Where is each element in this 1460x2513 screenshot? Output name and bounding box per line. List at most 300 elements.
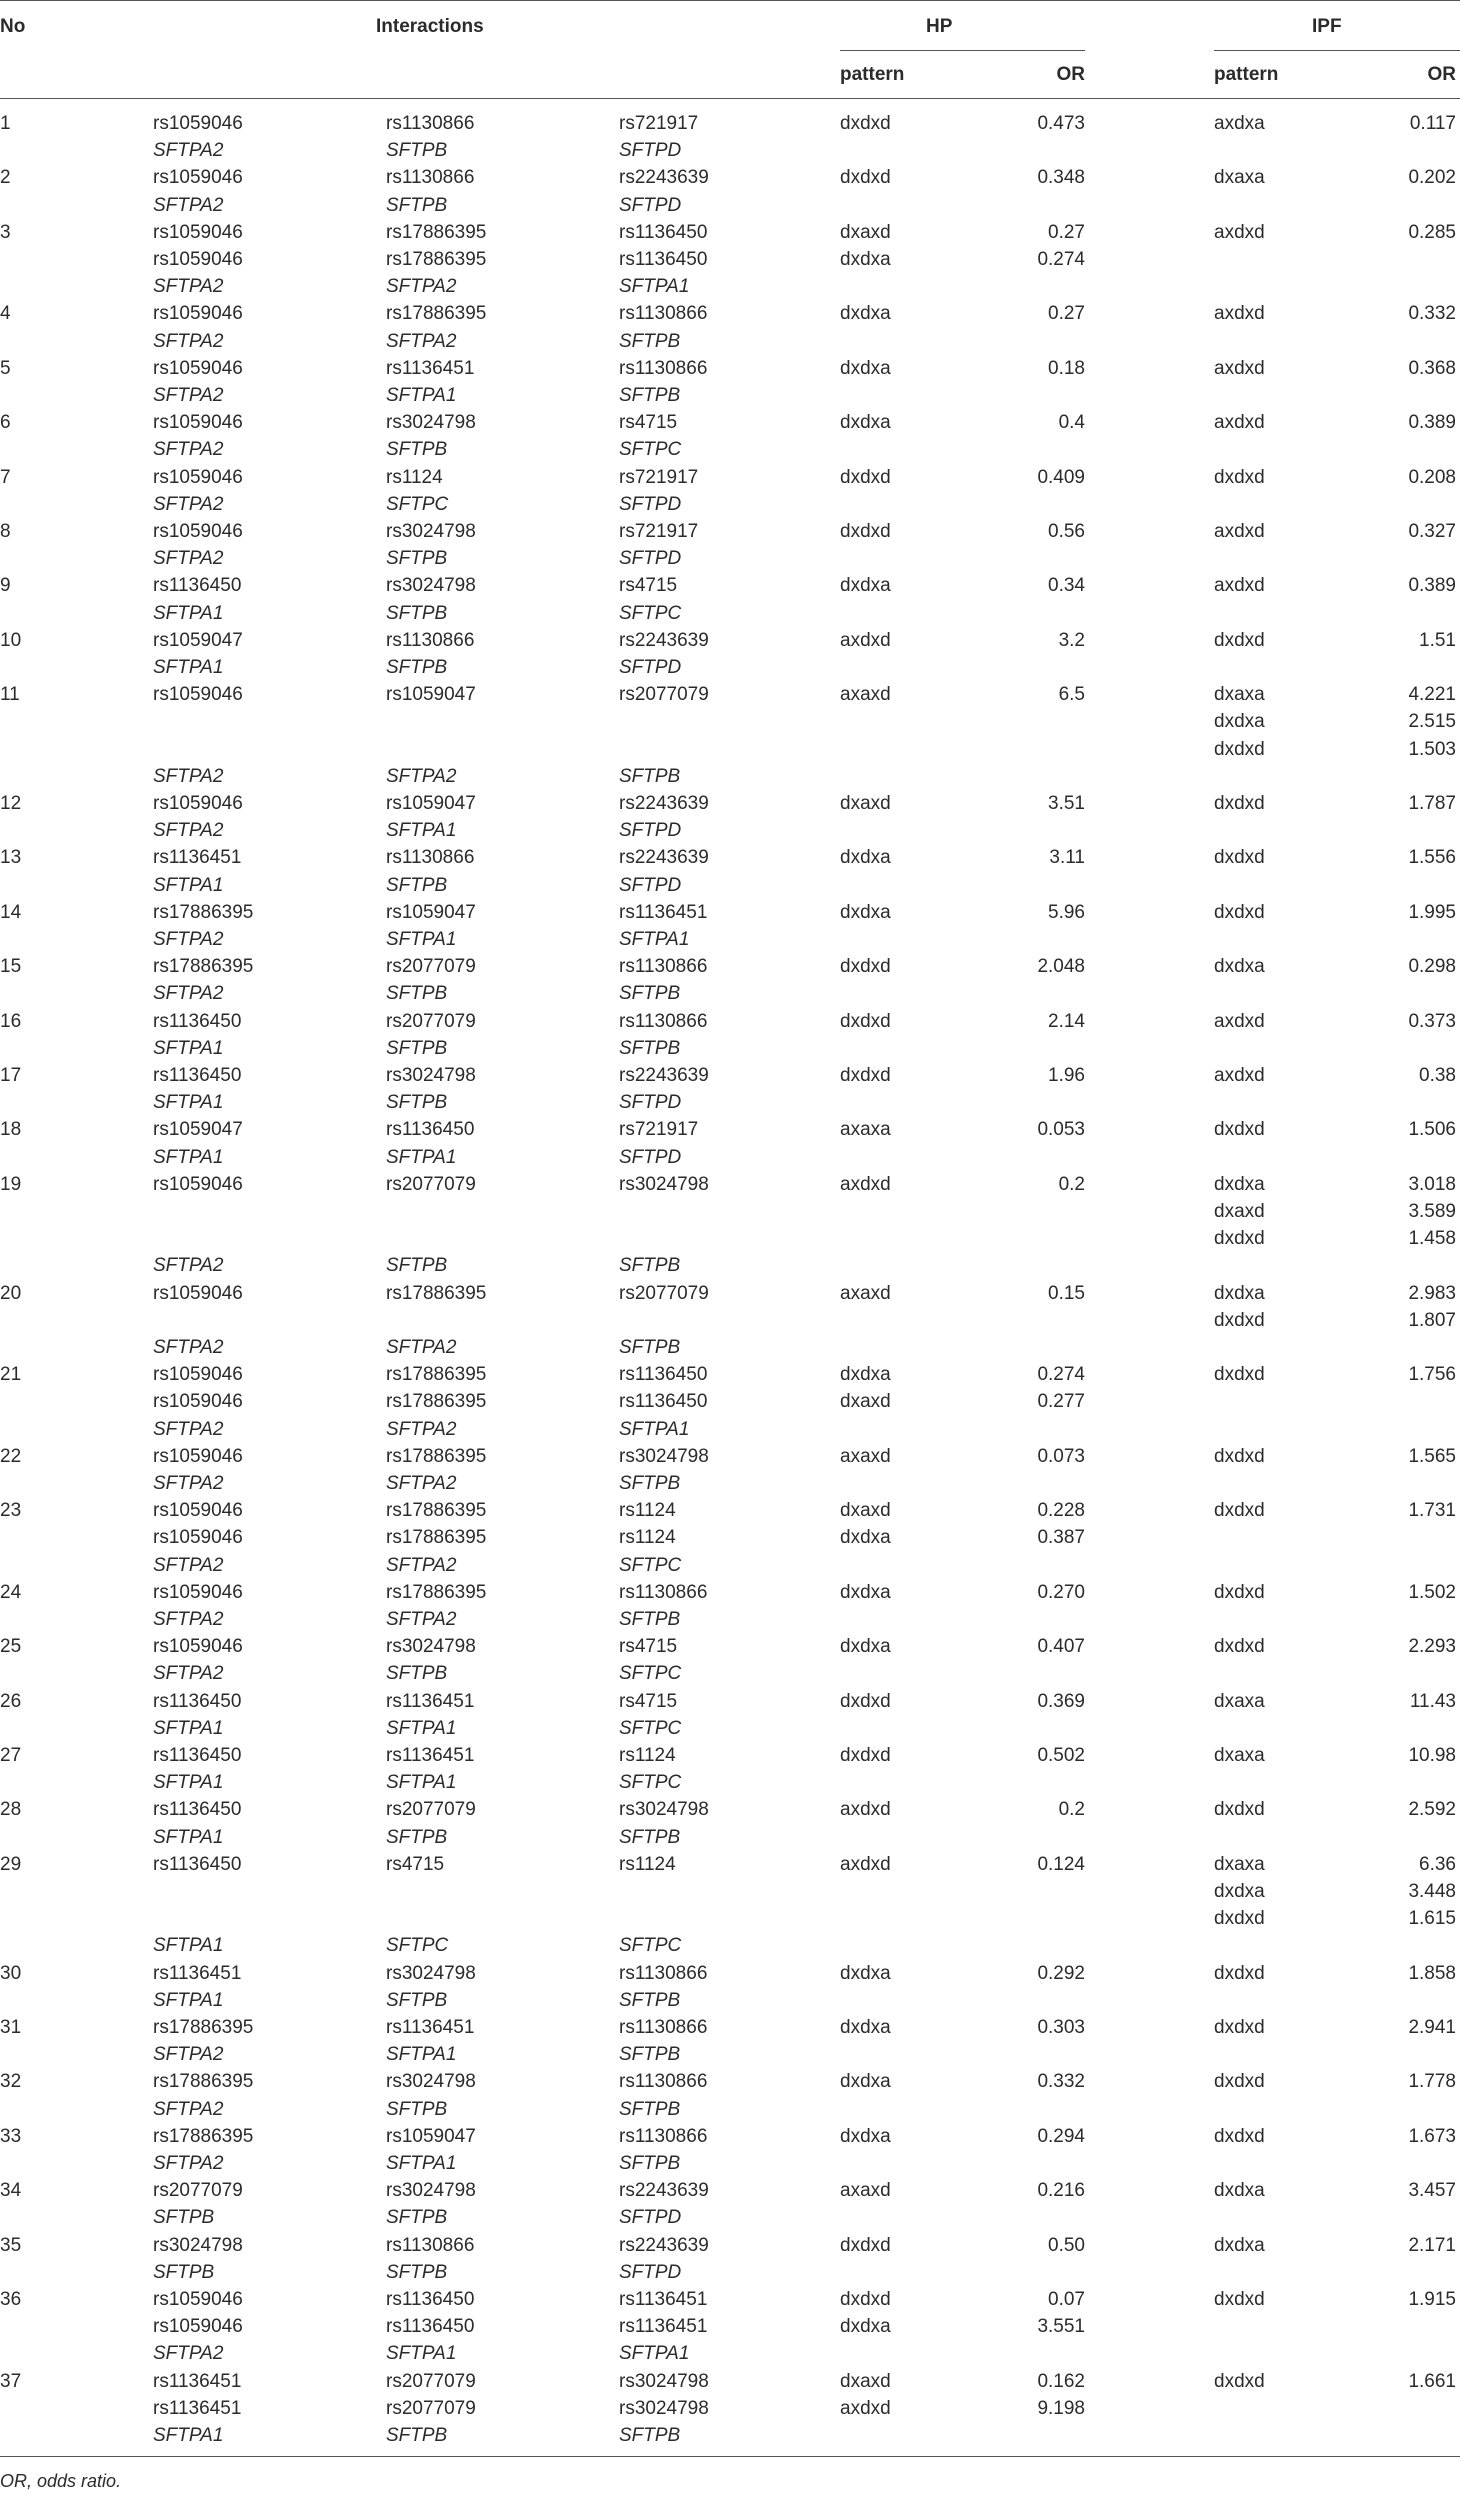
ipf-pattern: dxdxa bbox=[1214, 1173, 1265, 1195]
snp-label: rs3024798 bbox=[619, 2370, 709, 2392]
gene-label: SFTPA1 bbox=[153, 1092, 224, 1114]
hp-pattern: dxaxd bbox=[840, 1500, 891, 1522]
snp-label: rs1130866 bbox=[619, 303, 708, 325]
hp-odds-ratio: 2.14 bbox=[1048, 1010, 1085, 1032]
ipf-odds-ratio: 10.98 bbox=[1408, 1745, 1456, 1766]
hp-odds-ratio: 0.124 bbox=[1037, 1853, 1085, 1875]
ipf-odds-ratio: 0.332 bbox=[1408, 303, 1456, 325]
ipf-odds-ratio: 1.458 bbox=[1408, 1228, 1456, 1250]
gene-label: SFTPB bbox=[386, 602, 448, 624]
hp-pattern: dxdxa bbox=[840, 357, 891, 379]
row-number: 15 bbox=[0, 956, 22, 978]
hp-pattern: dxaxd bbox=[840, 2370, 891, 2392]
gene-label: SFTPA1 bbox=[386, 2153, 457, 2174]
hp-odds-ratio: 0.369 bbox=[1037, 1690, 1085, 1712]
snp-label: rs1059046 bbox=[153, 1364, 243, 1386]
snp-label: rs1059047 bbox=[386, 793, 476, 814]
gene-label: SFTPD bbox=[619, 140, 682, 162]
gene-label: SFTPA1 bbox=[386, 2044, 457, 2066]
hp-odds-ratio: 0.216 bbox=[1037, 2180, 1085, 2202]
hp-odds-ratio: 0.387 bbox=[1037, 1527, 1085, 1549]
gene-label: SFTPB bbox=[619, 2098, 681, 2120]
snp-label: rs1130866 bbox=[619, 1010, 708, 1032]
gene-label: SFTPA2 bbox=[153, 493, 224, 515]
gene-label: SFTPA1 bbox=[386, 929, 457, 950]
snp-label: rs1059046 bbox=[153, 1282, 243, 1304]
ipf-odds-ratio: 1.502 bbox=[1408, 1581, 1456, 1603]
gene-label: SFTPB bbox=[386, 1037, 448, 1059]
hp-odds-ratio: 0.2 bbox=[1058, 1799, 1085, 1821]
gene-label: SFTPD bbox=[619, 548, 682, 570]
gene-label: SFTPD bbox=[619, 1146, 682, 1168]
gene-label: SFTPB bbox=[386, 2098, 448, 2120]
snp-label: rs1059046 bbox=[153, 2289, 243, 2310]
hp-pattern: axaxd bbox=[840, 1445, 891, 1467]
snp-label: rs4715 bbox=[619, 412, 678, 434]
gene-label: SFTPB bbox=[386, 1092, 448, 1114]
snp-label: rs17886395 bbox=[153, 2071, 254, 2093]
gene-label: SFTPB bbox=[619, 1826, 681, 1848]
snp-label: rs1059046 bbox=[153, 466, 243, 488]
snp-label: rs17886395 bbox=[153, 901, 254, 923]
ipf-odds-ratio: 1.915 bbox=[1408, 2289, 1456, 2310]
gene-label: SFTPA1 bbox=[386, 2343, 457, 2365]
snp-label: rs3024798 bbox=[386, 2180, 476, 2202]
snp-label: rs1124 bbox=[386, 466, 443, 488]
ipf-odds-ratio: 1.731 bbox=[1408, 1500, 1456, 1522]
ipf-pattern: dxdxd bbox=[1214, 1799, 1265, 1821]
hp-pattern: dxdxd bbox=[840, 956, 891, 978]
gene-label: SFTPC bbox=[619, 1935, 682, 1957]
ipf-odds-ratio: 3.448 bbox=[1408, 1881, 1456, 1902]
snp-label: rs2077079 bbox=[619, 1282, 709, 1304]
hp-odds-ratio: 0.348 bbox=[1037, 167, 1085, 189]
gene-label: SFTPB bbox=[386, 1663, 448, 1685]
ipf-pattern: dxdxd bbox=[1214, 629, 1265, 651]
gene-label: SFTPA1 bbox=[153, 657, 224, 678]
header-ipf-or: OR bbox=[1427, 64, 1456, 85]
gene-label: SFTPA2 bbox=[153, 929, 224, 950]
hp-odds-ratio: 0.27 bbox=[1048, 221, 1085, 243]
gene-label: SFTPA2 bbox=[153, 330, 224, 352]
hp-pattern: axdxd bbox=[840, 1799, 891, 1821]
gene-label: SFTPA1 bbox=[619, 276, 690, 298]
gene-label: SFTPB bbox=[619, 1609, 681, 1630]
ipf-odds-ratio: 1.995 bbox=[1408, 901, 1456, 923]
ipf-odds-ratio: 0.389 bbox=[1408, 412, 1456, 434]
snp-label: rs3024798 bbox=[153, 2234, 243, 2256]
gene-label: SFTPA2 bbox=[386, 1337, 457, 1358]
gene-label: SFTPD bbox=[619, 874, 682, 896]
snp-label: rs4715 bbox=[619, 575, 678, 597]
row-number: 4 bbox=[0, 303, 11, 325]
hp-odds-ratio: 0.473 bbox=[1037, 113, 1085, 134]
hp-pattern: dxdxd bbox=[840, 521, 891, 542]
hp-odds-ratio: 0.053 bbox=[1037, 1119, 1085, 1141]
row-number: 11 bbox=[0, 684, 20, 706]
gene-label: SFTPA1 bbox=[386, 820, 457, 842]
gene-label: SFTPA1 bbox=[153, 1772, 224, 1794]
ipf-odds-ratio: 2.515 bbox=[1408, 711, 1456, 733]
snp-label: rs17886395 bbox=[386, 1527, 487, 1549]
snp-label: rs1059046 bbox=[153, 1391, 243, 1413]
hp-odds-ratio: 9.198 bbox=[1037, 2397, 1085, 2419]
snp-label: rs1136450 bbox=[153, 1010, 242, 1032]
snp-label: rs721917 bbox=[619, 113, 699, 134]
header-top-rule bbox=[0, 0, 1460, 1]
hp-pattern: dxdxa bbox=[840, 901, 891, 923]
row-number: 29 bbox=[0, 1853, 22, 1875]
hp-odds-ratio: 0.274 bbox=[1037, 1364, 1085, 1386]
row-number: 28 bbox=[0, 1799, 22, 1821]
row-number: 19 bbox=[0, 1173, 22, 1195]
row-number: 18 bbox=[0, 1119, 22, 1141]
hp-pattern: dxdxd bbox=[840, 1690, 891, 1712]
ipf-pattern: dxdxd bbox=[1214, 901, 1265, 923]
gene-label: SFTPB bbox=[386, 2261, 448, 2283]
hp-odds-ratio: 0.50 bbox=[1048, 2234, 1085, 2256]
gene-label: SFTPA1 bbox=[386, 1146, 457, 1168]
snp-label: rs1059046 bbox=[153, 1581, 243, 1603]
hp-pattern: axdxd bbox=[840, 1173, 891, 1195]
row-number: 37 bbox=[0, 2370, 22, 2392]
row-number: 32 bbox=[0, 2071, 22, 2093]
snp-label: rs1136450 bbox=[386, 1119, 475, 1141]
row-number: 34 bbox=[0, 2180, 22, 2202]
hp-odds-ratio: 0.270 bbox=[1037, 1581, 1085, 1603]
ipf-pattern: axdxd bbox=[1214, 357, 1265, 379]
gene-label: SFTPA1 bbox=[153, 1037, 224, 1059]
gene-label: SFTPA1 bbox=[386, 385, 457, 406]
ipf-odds-ratio: 0.373 bbox=[1408, 1010, 1456, 1032]
gene-label: SFTPB bbox=[619, 1337, 681, 1358]
snp-label: rs17886395 bbox=[386, 1364, 487, 1386]
ipf-pattern: axdxd bbox=[1214, 575, 1265, 597]
snp-label: rs2077079 bbox=[386, 2397, 476, 2419]
hp-pattern: dxdxa bbox=[840, 847, 891, 869]
ipf-pattern: axdxd bbox=[1214, 1065, 1265, 1086]
snp-label: rs3024798 bbox=[386, 412, 476, 434]
row-number: 3 bbox=[0, 221, 11, 243]
hp-pattern: dxdxa bbox=[840, 2071, 891, 2093]
hp-odds-ratio: 3.2 bbox=[1058, 629, 1085, 651]
snp-label: rs2243639 bbox=[619, 847, 709, 869]
row-number: 24 bbox=[0, 1581, 22, 1603]
ipf-odds-ratio: 6.36 bbox=[1419, 1853, 1456, 1875]
snp-label: rs1136451 bbox=[619, 901, 708, 923]
ipf-pattern: dxdxd bbox=[1214, 738, 1265, 760]
snp-label: rs2243639 bbox=[619, 167, 709, 189]
gene-label: SFTPA2 bbox=[153, 140, 224, 162]
ipf-pattern: dxdxd bbox=[1214, 1228, 1265, 1250]
table-bottom-rule bbox=[0, 2456, 1460, 2457]
ipf-pattern: dxdxd bbox=[1214, 847, 1265, 869]
ipf-pattern: dxaxa bbox=[1214, 684, 1265, 706]
ipf-pattern: dxdxa bbox=[1214, 1282, 1265, 1304]
row-number: 36 bbox=[0, 2289, 22, 2310]
snp-label: rs2243639 bbox=[619, 629, 709, 651]
snp-label: rs4715 bbox=[619, 1636, 678, 1658]
snp-label: rs1059047 bbox=[153, 629, 243, 651]
row-number: 1 bbox=[0, 113, 11, 134]
snp-label: rs1059047 bbox=[386, 2125, 476, 2147]
ipf-odds-ratio: 2.941 bbox=[1408, 2017, 1456, 2038]
snp-label: rs1059046 bbox=[153, 1173, 243, 1195]
gene-label: SFTPB bbox=[386, 194, 448, 216]
row-number: 13 bbox=[0, 847, 22, 869]
ipf-pattern: axdxd bbox=[1214, 221, 1265, 243]
ipf-odds-ratio: 1.565 bbox=[1408, 1445, 1456, 1467]
gene-label: SFTPA2 bbox=[153, 194, 224, 216]
snp-label: rs1130866 bbox=[386, 2234, 475, 2256]
gene-label: SFTPA1 bbox=[153, 1989, 224, 2011]
snp-label: rs4715 bbox=[619, 1690, 678, 1712]
snp-label: rs1059046 bbox=[153, 1500, 243, 1522]
snp-label: rs1136451 bbox=[386, 1745, 475, 1766]
row-number: 5 bbox=[0, 357, 11, 379]
snp-label: rs3024798 bbox=[619, 1799, 709, 1821]
snp-label: rs3024798 bbox=[386, 1636, 476, 1658]
gene-label: SFTPD bbox=[619, 820, 682, 842]
row-number: 9 bbox=[0, 575, 11, 597]
hp-pattern: dxdxa bbox=[840, 2125, 891, 2147]
row-number: 25 bbox=[0, 1636, 22, 1658]
snp-label: rs1124 bbox=[619, 1500, 676, 1522]
ipf-odds-ratio: 1.807 bbox=[1408, 1309, 1456, 1331]
snp-label: rs1059046 bbox=[153, 249, 243, 270]
ipf-pattern: dxdxd bbox=[1214, 2289, 1265, 2310]
snp-label: rs2077079 bbox=[386, 1173, 476, 1195]
ipf-pattern: dxdxd bbox=[1214, 1500, 1265, 1522]
hp-odds-ratio: 0.277 bbox=[1037, 1391, 1085, 1413]
hp-pattern: axdxd bbox=[840, 1853, 891, 1875]
snp-label: rs1059046 bbox=[153, 793, 243, 814]
hp-pattern: dxdxa bbox=[840, 2316, 891, 2338]
ipf-pattern: dxaxa bbox=[1214, 1853, 1265, 1875]
ipf-pattern: dxdxa bbox=[1214, 711, 1265, 733]
gene-label: SFTPB bbox=[619, 765, 681, 787]
ipf-odds-ratio: 0.389 bbox=[1408, 575, 1456, 597]
snp-label: rs2243639 bbox=[619, 2180, 709, 2202]
ipf-odds-ratio: 0.117 bbox=[1409, 113, 1456, 134]
ipf-odds-ratio: 1.756 bbox=[1408, 1364, 1456, 1386]
gene-label: SFTPC bbox=[619, 1717, 682, 1739]
snp-label: rs1059046 bbox=[153, 412, 243, 434]
gene-label: SFTPB bbox=[619, 1255, 681, 1277]
ipf-odds-ratio: 11.43 bbox=[1409, 1690, 1456, 1712]
snp-label: rs17886395 bbox=[386, 1282, 487, 1304]
snp-label: rs1059046 bbox=[153, 221, 243, 243]
snp-label: rs1136451 bbox=[619, 2316, 708, 2338]
snp-label: rs3024798 bbox=[619, 1445, 709, 1467]
gene-label: SFTPD bbox=[619, 2207, 682, 2229]
header-interactions: Interactions bbox=[376, 16, 484, 37]
snp-label: rs17886395 bbox=[153, 2125, 254, 2147]
gene-label: SFTPB bbox=[386, 983, 448, 1005]
row-number: 35 bbox=[0, 2234, 22, 2256]
gene-label: SFTPB bbox=[619, 385, 681, 406]
snp-label: rs1136450 bbox=[619, 249, 708, 270]
snp-label: rs3024798 bbox=[386, 1065, 476, 1086]
snp-label: rs1059047 bbox=[386, 684, 476, 706]
hp-pattern: dxdxd bbox=[840, 167, 891, 189]
ipf-odds-ratio: 0.208 bbox=[1408, 466, 1456, 488]
ipf-pattern: dxdxa bbox=[1214, 956, 1265, 978]
ipf-odds-ratio: 1.778 bbox=[1408, 2071, 1456, 2093]
header-ipf-pattern: pattern bbox=[1214, 64, 1279, 85]
gene-label: SFTPA1 bbox=[619, 1418, 690, 1440]
gene-label: SFTPB bbox=[386, 1255, 448, 1277]
hp-group-rule bbox=[840, 50, 1085, 51]
snp-label: rs1136451 bbox=[153, 2370, 242, 2392]
snp-label: rs1130866 bbox=[619, 2071, 708, 2093]
ipf-odds-ratio: 1.787 bbox=[1408, 793, 1456, 814]
hp-odds-ratio: 3.51 bbox=[1048, 793, 1085, 814]
gene-label: SFTPB bbox=[386, 140, 448, 162]
ipf-odds-ratio: 0.285 bbox=[1408, 221, 1456, 243]
gene-label: SFTPA2 bbox=[153, 548, 224, 570]
ipf-pattern: dxdxd bbox=[1214, 2071, 1265, 2093]
snp-label: rs17886395 bbox=[386, 1581, 487, 1603]
gene-label: SFTPB bbox=[619, 983, 681, 1005]
ipf-odds-ratio: 2.171 bbox=[1408, 2234, 1456, 2256]
gene-label: SFTPB bbox=[386, 657, 448, 678]
hp-odds-ratio: 0.292 bbox=[1037, 1962, 1085, 1984]
ipf-pattern: dxdxd bbox=[1214, 1309, 1265, 1331]
ipf-pattern: dxaxd bbox=[1214, 1201, 1265, 1222]
snp-label: rs2243639 bbox=[619, 1065, 709, 1086]
ipf-pattern: axdxd bbox=[1214, 1010, 1265, 1032]
hp-pattern: dxaxd bbox=[840, 221, 891, 243]
gene-label: SFTPA1 bbox=[153, 1935, 224, 1957]
snp-label: rs3024798 bbox=[619, 2397, 709, 2419]
snp-label: rs1059046 bbox=[153, 521, 243, 542]
snp-label: rs1130866 bbox=[619, 357, 708, 379]
hp-pattern: dxdxa bbox=[840, 412, 891, 434]
ipf-pattern: dxdxd bbox=[1214, 1581, 1265, 1603]
gene-label: SFTPA2 bbox=[153, 385, 224, 406]
hp-pattern: dxaxd bbox=[840, 1391, 891, 1413]
snp-label: rs4715 bbox=[386, 1853, 445, 1875]
hp-odds-ratio: 0.294 bbox=[1037, 2125, 1085, 2147]
gene-label: SFTPA1 bbox=[619, 929, 690, 950]
gene-label: SFTPA2 bbox=[153, 2098, 224, 2120]
hp-pattern: dxdxa bbox=[840, 575, 891, 597]
gene-label: SFTPD bbox=[619, 194, 682, 216]
row-number: 7 bbox=[0, 466, 11, 488]
ipf-pattern: dxdxa bbox=[1214, 1881, 1265, 1902]
snp-label: rs1136450 bbox=[153, 1065, 242, 1086]
row-number: 30 bbox=[0, 1962, 22, 1984]
gene-label: SFTPA2 bbox=[153, 1554, 224, 1576]
ipf-odds-ratio: 3.018 bbox=[1408, 1173, 1456, 1195]
snp-label: rs17886395 bbox=[386, 1391, 487, 1413]
hp-pattern: dxdxa bbox=[840, 303, 891, 325]
gene-label: SFTPA2 bbox=[386, 765, 457, 787]
hp-odds-ratio: 3.11 bbox=[1049, 847, 1085, 869]
snp-label: rs1059046 bbox=[153, 167, 243, 189]
row-number: 26 bbox=[0, 1690, 22, 1712]
hp-odds-ratio: 0.2 bbox=[1058, 1173, 1085, 1195]
hp-pattern: dxdxd bbox=[840, 1065, 891, 1086]
header-hp-or: OR bbox=[1056, 64, 1085, 85]
hp-odds-ratio: 0.27 bbox=[1048, 303, 1085, 325]
snp-label: rs1059046 bbox=[153, 113, 243, 134]
snp-label: rs721917 bbox=[619, 1119, 699, 1141]
snp-label: rs1059047 bbox=[386, 901, 476, 923]
ipf-pattern: dxaxa bbox=[1214, 167, 1265, 189]
ipf-pattern: dxdxa bbox=[1214, 2180, 1265, 2202]
hp-pattern: dxdxa bbox=[840, 1581, 891, 1603]
gene-label: SFTPD bbox=[619, 657, 682, 678]
hp-pattern: dxdxa bbox=[840, 1636, 891, 1658]
snp-label: rs1124 bbox=[619, 1527, 676, 1549]
hp-odds-ratio: 0.407 bbox=[1037, 1636, 1085, 1658]
ipf-pattern: dxaxa bbox=[1214, 1745, 1265, 1766]
ipf-odds-ratio: 0.298 bbox=[1408, 956, 1456, 978]
row-number: 33 bbox=[0, 2125, 22, 2147]
gene-label: SFTPB bbox=[619, 1989, 681, 2011]
snp-label: rs1130866 bbox=[386, 629, 475, 651]
hp-odds-ratio: 0.07 bbox=[1048, 2289, 1085, 2310]
snp-label: rs1136451 bbox=[153, 1962, 242, 1984]
ipf-odds-ratio: 1.661 bbox=[1408, 2370, 1456, 2392]
gene-label: SFTPB bbox=[153, 2261, 215, 2283]
gene-label: SFTPD bbox=[619, 493, 682, 515]
hp-odds-ratio: 0.332 bbox=[1037, 2071, 1085, 2093]
gene-label: SFTPA2 bbox=[153, 1609, 224, 1630]
ipf-pattern: dxdxd bbox=[1214, 1364, 1265, 1386]
hp-odds-ratio: 0.56 bbox=[1048, 521, 1085, 542]
gene-label: SFTPB bbox=[619, 1473, 681, 1494]
snp-label: rs2077079 bbox=[386, 1010, 476, 1032]
row-number: 12 bbox=[0, 793, 22, 814]
snp-label: rs17886395 bbox=[386, 1500, 487, 1522]
hp-odds-ratio: 3.551 bbox=[1037, 2316, 1085, 2338]
ipf-pattern: dxaxa bbox=[1214, 1690, 1265, 1712]
ipf-odds-ratio: 3.589 bbox=[1408, 1201, 1456, 1222]
ipf-pattern: dxdxd bbox=[1214, 1445, 1265, 1467]
ipf-odds-ratio: 0.327 bbox=[1408, 521, 1456, 542]
snp-label: rs721917 bbox=[619, 521, 699, 542]
snp-label: rs17886395 bbox=[386, 221, 487, 243]
gene-label: SFTPA2 bbox=[153, 2153, 224, 2174]
gene-label: SFTPB bbox=[386, 439, 448, 461]
hp-odds-ratio: 0.073 bbox=[1037, 1445, 1085, 1467]
ipf-odds-ratio: 1.858 bbox=[1408, 1962, 1456, 1984]
footnote: OR, odds ratio. bbox=[0, 2471, 122, 2492]
header-hp: HP bbox=[926, 16, 953, 37]
ipf-odds-ratio: 4.221 bbox=[1408, 684, 1456, 706]
snp-label: rs1059046 bbox=[153, 1445, 243, 1467]
snp-label: rs17886395 bbox=[386, 303, 487, 325]
ipf-pattern: dxdxd bbox=[1214, 1962, 1265, 1984]
ipf-odds-ratio: 0.368 bbox=[1408, 357, 1456, 379]
ipf-pattern: axdxa bbox=[1214, 113, 1265, 134]
hp-pattern: dxdxd bbox=[840, 113, 891, 134]
ipf-pattern: dxdxd bbox=[1214, 1119, 1265, 1141]
snp-label: rs1136450 bbox=[619, 221, 708, 243]
row-number: 6 bbox=[0, 412, 11, 434]
row-number: 31 bbox=[0, 2017, 22, 2038]
hp-odds-ratio: 0.4 bbox=[1058, 412, 1085, 434]
header-bottom-rule bbox=[0, 98, 1460, 99]
snp-label: rs17886395 bbox=[153, 956, 254, 978]
gene-label: SFTPA1 bbox=[153, 1826, 224, 1848]
gene-label: SFTPA2 bbox=[386, 1418, 457, 1440]
snp-label: rs1130866 bbox=[386, 113, 475, 134]
ipf-odds-ratio: 1.503 bbox=[1408, 738, 1456, 760]
